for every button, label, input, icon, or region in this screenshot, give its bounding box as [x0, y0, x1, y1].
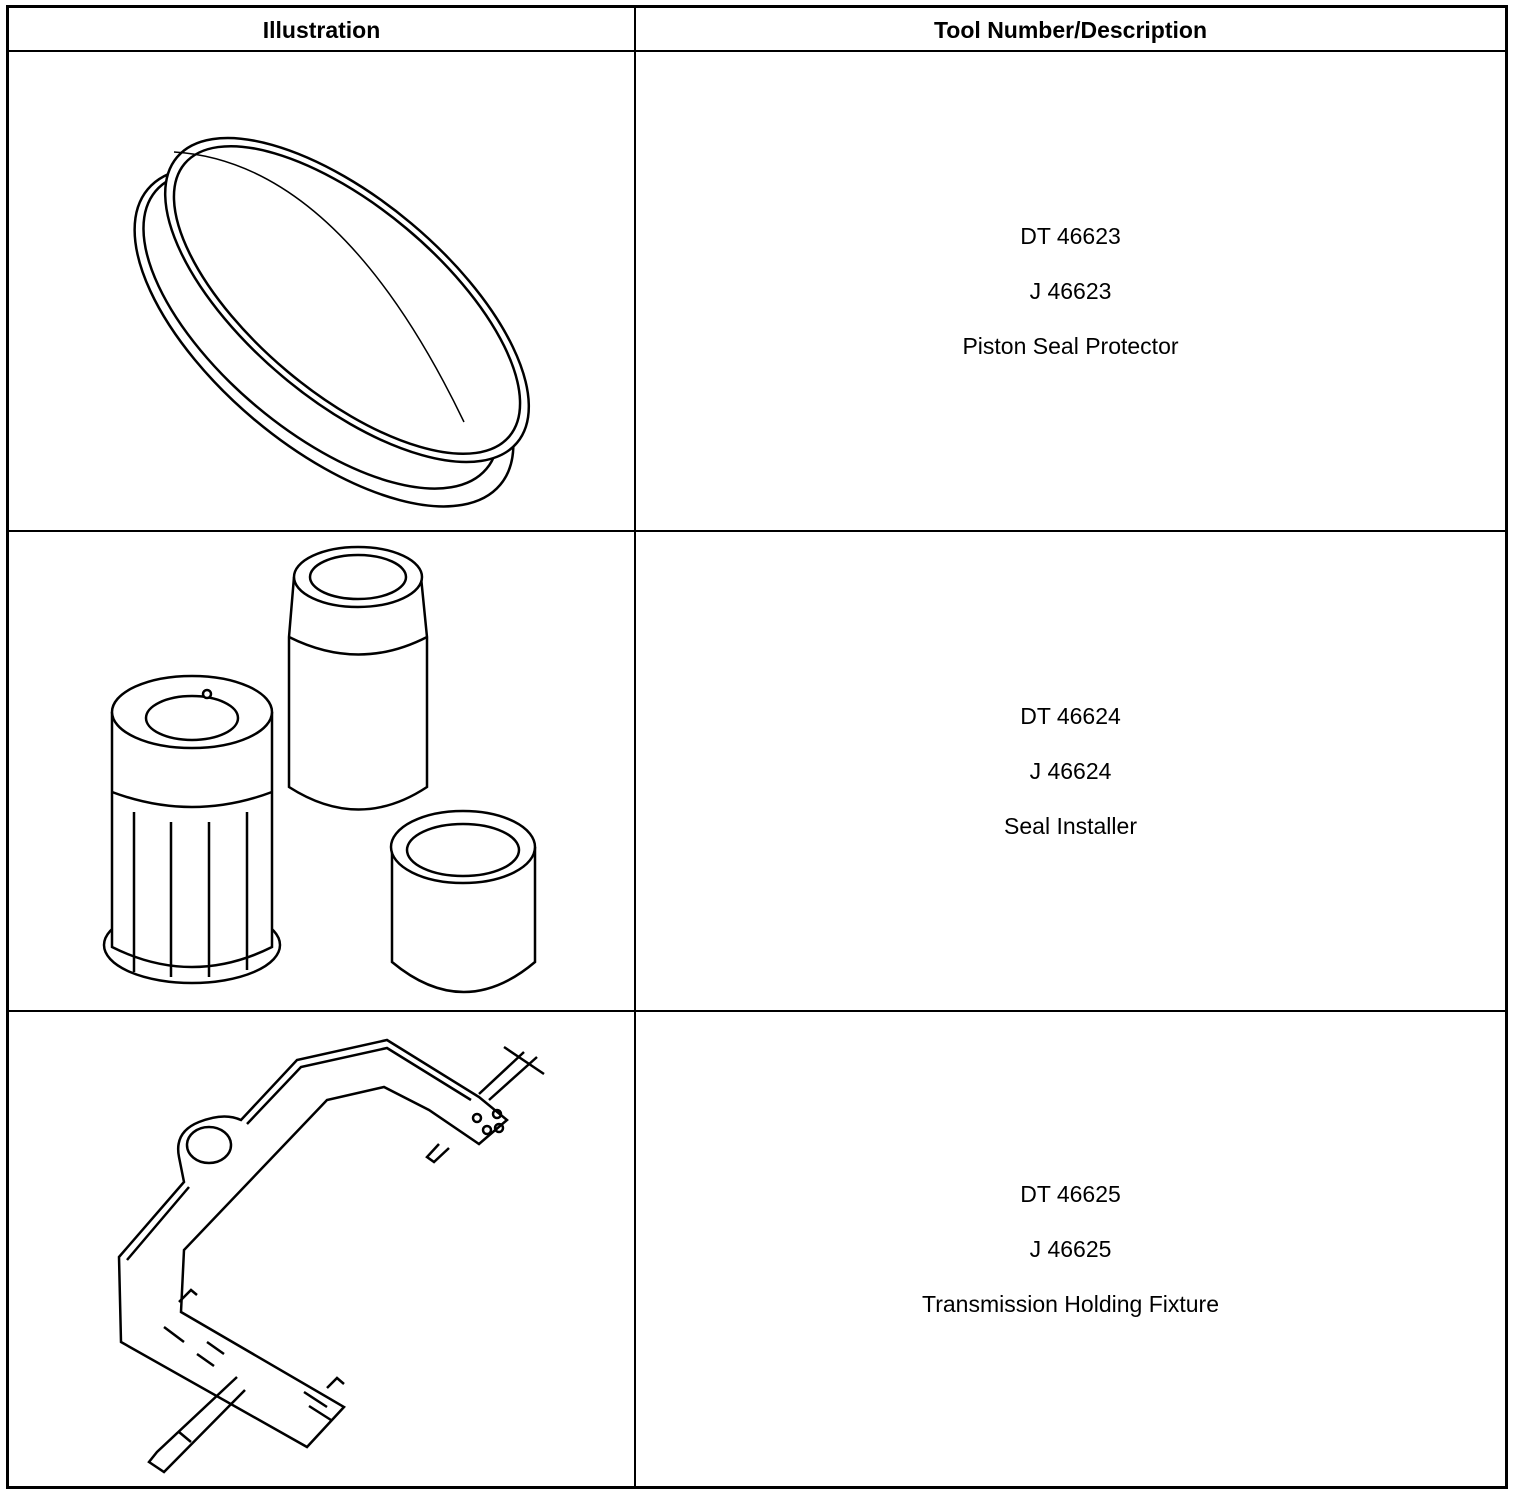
tool-description-cell — [636, 532, 1505, 1010]
tool-name: Transmission Holding Fixture — [922, 1290, 1219, 1317]
tools-table — [6, 5, 1508, 1489]
illustration-cell — [9, 532, 636, 1010]
dt-number: DT 46624 — [1020, 702, 1121, 729]
illustration-cell — [9, 1012, 636, 1486]
table-row — [9, 1012, 1505, 1486]
header-illustration: Illustration — [9, 8, 636, 52]
tool-name: Piston Seal Protector — [962, 332, 1179, 359]
seal-installer-icon — [9, 532, 634, 1010]
piston-seal-protector-icon — [9, 52, 634, 530]
tool-description-cell — [636, 52, 1505, 530]
j-number: J 46625 — [1029, 1235, 1112, 1262]
header-tool-number-description: Tool Number/Description — [933, 16, 1208, 43]
table-row — [9, 532, 1505, 1012]
j-number: J 46624 — [1029, 757, 1112, 784]
table-row — [9, 52, 1505, 532]
tool-name: Seal Installer — [1004, 812, 1137, 839]
transmission-holding-fixture-icon — [9, 1012, 634, 1486]
dt-number: DT 46625 — [1020, 1180, 1121, 1207]
dt-number: DT 46623 — [1020, 222, 1121, 249]
tool-description-cell — [636, 1012, 1505, 1486]
j-number: J 46623 — [1029, 277, 1112, 304]
illustration-cell — [9, 52, 636, 530]
